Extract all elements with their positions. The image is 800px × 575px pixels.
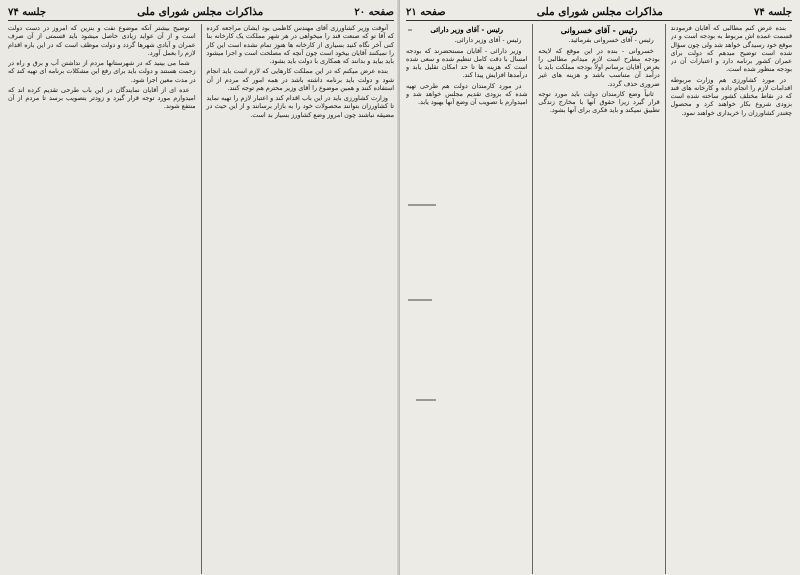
section-subhead: رئیس - آقای خسروانی bbox=[560, 25, 638, 35]
paragraph: آنوقت وزیر کشاورزی آقای مهندس کاظمی بود ایشان مراجعه کرده که آقا تو که صنعت قند را میخواهی در هر شهر مملکت یک کارخانه بنا کنی آخر نگاه کنید بسیاری از کارخانه ها هنوز تمام نشده است این کار را نمیکنند آقایان بیخود است چون آنچه که مصلحت است و اجرا میشود باید بیاید و بدانند که همکاری با دولت باید بشود. bbox=[206, 24, 394, 65]
right-page-header bbox=[406, 4, 792, 21]
right-page-header-left: صفحه ۲۱ bbox=[406, 6, 446, 18]
right-page-column-2 bbox=[538, 24, 659, 574]
right-page bbox=[400, 0, 800, 575]
paragraph: وزارت کشاورزی باید در این باب اقدام کند و اعتبار لازم را تهیه نماید تا کشاورزان بتوانند محصولات خود را به بازار برسانند و از این حیث در مضیقه نباشند چون امروز وضع کشاورز بسیار بد است. bbox=[206, 94, 394, 119]
paragraph: شما می بینید که در شهرستانها مردم از نداشتن آب و برق و راه در زحمت هستند و دولت باید برای رفع این مشکلات برنامه ای تهیه کند که در مدت معین اجرا شود. bbox=[7, 59, 196, 84]
left-page-columns bbox=[8, 24, 394, 574]
paragraph: وزیر دارائی - آقایان مستحضرند که بودجه امسال با دقت کامل تنظیم شده و سعی شده است که هزینه ها تا حد امکان تقلیل یابد و درآمدها افزایش پیدا کند. bbox=[406, 46, 528, 80]
paragraph: توضیح بیشتر آنکه موضوع نفت و بنزین که امروز در دست دولت است و از آن عواید زیادی حاصل میشود باید قسمتی از آن صرف عمران و آبادی شهرها گردد و دولت موظف است که در این باره اقدام لازم را بعمل آورد. bbox=[7, 24, 196, 57]
column-divider bbox=[532, 24, 533, 574]
paragraph: رئیس - آقای خسروانی بفرمائید. bbox=[568, 36, 654, 45]
left-page-header bbox=[8, 4, 394, 21]
column-divider bbox=[201, 24, 202, 574]
right-page-header-right: جلسه ۷۴ bbox=[753, 6, 792, 18]
right-page-header-title: مذاکرات مجلس شورای ملی bbox=[536, 6, 663, 18]
column-divider bbox=[665, 24, 666, 574]
left-page-header-left: جلسه ۷۴ bbox=[8, 6, 47, 18]
right-page-column-1 bbox=[671, 24, 792, 574]
left-page-header-right: صفحه ۲۰ bbox=[354, 6, 394, 18]
right-page-columns bbox=[406, 24, 792, 574]
paragraph: در مورد کشاورزی هم وزارت مربوطه اقدامات لازم را انجام داده و کارخانه های قند که در نقاط مختلف کشور ساخته شده است بزودی شروع بکار خواهند کرد و محصول چغندر کشاورزان را خریداری خواهند نمود. bbox=[670, 75, 792, 117]
paragraph: بنده عرض کنم مطالبی که آقایان فرمودند قسمت عمده اش مربوط به بودجه است و در موقع خود رسیدگی خواهد شد ولی چون سؤال شده است توضیح میدهم که دولت برای عمران کشور برنامه دارد و اعتبارات آن در بودجه منظور شده است. bbox=[670, 24, 792, 74]
left-page-header-title: مذاکرات مجلس شورای ملی bbox=[137, 6, 264, 18]
left-page-column-1 bbox=[206, 24, 394, 574]
left-page-column-2 bbox=[8, 24, 196, 574]
paragraph: در مورد کارمندان دولت هم طرحی تهیه شده که بزودی تقدیم مجلس خواهد شد و امیدوارم با تصویب آن وضع آنها بهبود یابد. bbox=[406, 81, 528, 106]
right-page-column-3 bbox=[406, 24, 527, 574]
section-subhead: رئیس - آقای وزیر دارائی bbox=[430, 25, 504, 34]
paragraph: خسروانی - بنده در این موقع که لایحه بودجه مطرح است لازم میدانم مطالبی را بعرض آقایان برسانم اولاً بودجه مملکت باید با درآمد آن متناسب باشد و هزینه های غیر ضروری حذف گردد. bbox=[538, 46, 660, 88]
paragraph: رئیس - آقای وزیر دارائی. bbox=[454, 36, 522, 45]
paragraph: عده ای از آقایان نمایندگان در این باب طرحی تقدیم کرده اند که امیدوارم مورد توجه قرار گیرد و زودتر بتصویب برسد تا مردم از آن منتفع شوند. bbox=[7, 85, 196, 111]
paragraph: ثانیاً وضع کارمندان دولت باید مورد توجه قرار گیرد زیرا حقوق آنها با مخارج زندگی تطبیق نمیکند و باید فکری برای آنها بشود. bbox=[538, 89, 660, 115]
paragraph: بنده عرض میکنم که در این مملکت کارهایی که لازم است باید انجام شود و دولت باید برنامه داشته باشد در همه امور که مردم از آن استفاده کنند و همین موضوع را آقای وزیر محترم هم توجه کنند. bbox=[206, 67, 394, 92]
